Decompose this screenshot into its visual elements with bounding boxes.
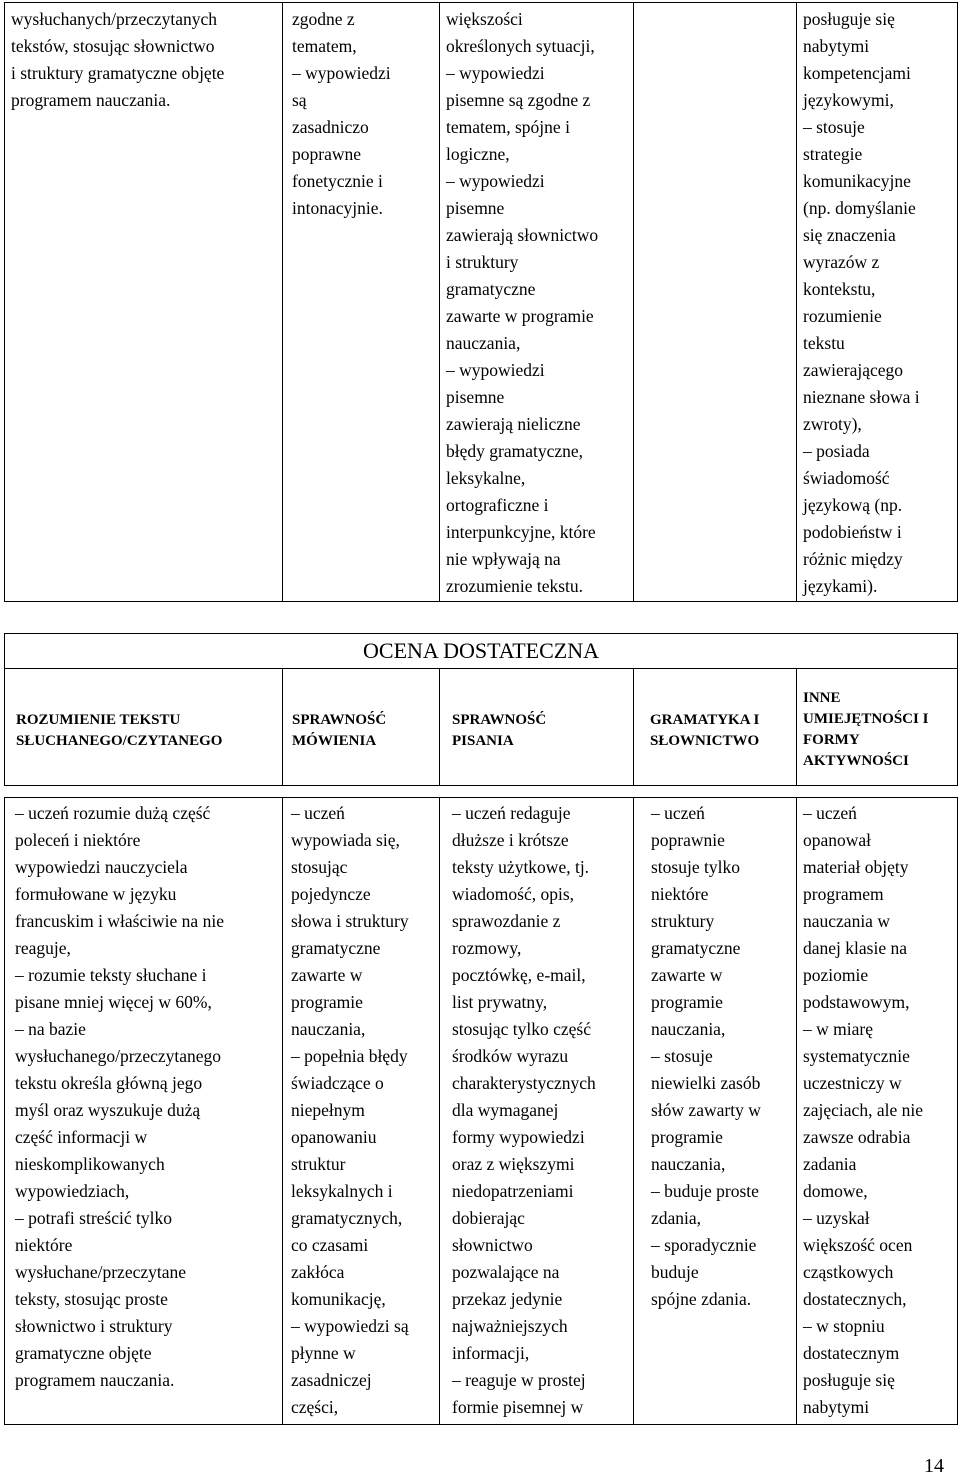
- text-line: programie: [651, 992, 723, 1012]
- text-line: nauczania,: [651, 1019, 726, 1039]
- header-grammar: [650, 710, 759, 752]
- text-line: wysłuchanego/przeczytanego: [15, 1046, 222, 1066]
- text-line: najważniejszych: [452, 1316, 568, 1336]
- text-line: buduje: [651, 1262, 699, 1282]
- top-cell-other: [803, 6, 920, 600]
- text-line: – w miarę: [803, 1019, 873, 1039]
- text-line: zwroty),: [803, 414, 862, 434]
- text-line: słownictwo i struktury: [15, 1316, 173, 1336]
- text-line: poziomie: [803, 965, 869, 985]
- text-line: programem nauczania.: [11, 90, 171, 110]
- text-line: tekstu określa główną jego: [15, 1073, 203, 1093]
- text-line: i struktury: [446, 252, 519, 272]
- text-line: gramatyczne objęte: [15, 1343, 152, 1363]
- text-line: się znaczenia: [803, 225, 896, 245]
- text-line: – uczeń redaguje: [452, 803, 571, 823]
- text-line: kompetencjami: [803, 63, 911, 83]
- text-line: systematycznie: [803, 1046, 910, 1066]
- text-line: pisemne: [446, 198, 505, 218]
- text-line: SŁOWNICTWO: [650, 733, 760, 749]
- text-line: – w stopniu: [803, 1316, 885, 1336]
- text-line: cząstkowych: [803, 1262, 894, 1282]
- text-line: niektóre: [15, 1235, 73, 1255]
- text-line: pisemne: [446, 387, 505, 407]
- text-line: zawsze odrabia: [803, 1127, 911, 1147]
- text-line: pocztówkę, e-mail,: [452, 965, 586, 985]
- text-line: nauczania,: [291, 1019, 366, 1039]
- text-line: posługuje się: [803, 9, 895, 29]
- text-line: wyrazów z: [803, 252, 880, 272]
- text-line: poprawnie: [651, 830, 725, 850]
- text-line: pojedyncze: [291, 884, 371, 904]
- text-line: zawierającego: [803, 360, 904, 380]
- header-col-speaking: [282, 668, 439, 785]
- text-line: nieznane słowa i: [803, 387, 920, 407]
- text-line: fonetycznie i: [292, 171, 383, 191]
- text-line: uczestniczy w: [803, 1073, 902, 1093]
- text-line: tekstu: [803, 333, 845, 353]
- text-line: słów zawarty w: [651, 1100, 761, 1120]
- grade-title: OCENA DOSTATECZNA: [4, 633, 958, 669]
- text-line: podobieństw i: [803, 522, 902, 542]
- text-line: wysłuchanych/przeczytanych: [11, 9, 218, 29]
- header-other: [803, 688, 928, 772]
- text-line: językowymi,: [803, 90, 894, 110]
- text-line: zasadniczo: [292, 117, 369, 137]
- text-line: poprawne: [292, 144, 362, 164]
- text-line: i struktury gramatyczne objęte: [11, 63, 225, 83]
- text-line: MÓWIENIA: [292, 733, 377, 749]
- text-line: FORMY: [803, 732, 860, 748]
- text-line: rozmowy,: [452, 938, 522, 958]
- text-line: francuskim i właściwie na nie: [15, 911, 224, 931]
- text-line: programie: [651, 1127, 723, 1147]
- text-line: domowe,: [803, 1181, 868, 1201]
- text-line: świadomość: [803, 468, 890, 488]
- text-line: gramatycznych,: [291, 1208, 403, 1228]
- text-line: nauczania,: [651, 1154, 726, 1174]
- text-line: większości: [446, 9, 523, 29]
- text-line: zawarte w: [291, 965, 363, 985]
- body-col-other: [796, 798, 959, 1424]
- text-line: opanował: [803, 830, 872, 850]
- text-line: teksty użytkowe, tj.: [452, 857, 590, 877]
- text-line: teksty, stosując proste: [15, 1289, 168, 1309]
- text-line: zawarte w programie: [446, 306, 594, 326]
- text-line: rozumienie: [803, 306, 882, 326]
- text-line: nauczania w: [803, 911, 890, 931]
- header-col-grammar: [633, 668, 796, 785]
- text-line: struktur: [291, 1154, 346, 1174]
- top-col-other: [796, 3, 959, 601]
- header-comprehension: [16, 710, 222, 752]
- text-line: ROZUMIENIE TEKSTU: [16, 712, 181, 728]
- header-writing: [452, 710, 546, 752]
- text-line: PISANIA: [452, 733, 514, 749]
- text-line: są: [292, 90, 307, 110]
- text-line: niewielki zasób: [651, 1073, 761, 1093]
- body-cell-grammar: [651, 800, 761, 1313]
- text-line: – buduje proste: [651, 1181, 759, 1201]
- text-line: – reaguje w prostej: [452, 1370, 586, 1390]
- text-line: – uczeń rozumie dużą część: [15, 803, 211, 823]
- text-line: wypowiada się,: [291, 830, 400, 850]
- text-line: określonych sytuacji,: [446, 36, 595, 56]
- text-line: większość ocen: [803, 1235, 913, 1255]
- text-line: list prywatny,: [452, 992, 548, 1012]
- body-cell-writing: [452, 800, 596, 1421]
- text-line: programem: [803, 884, 884, 904]
- text-line: zdania,: [651, 1208, 702, 1228]
- text-line: zrozumienie tekstu.: [446, 576, 584, 596]
- text-line: charakterystycznych: [452, 1073, 596, 1093]
- text-line: płynne w: [291, 1343, 356, 1363]
- body-col-writing: [439, 798, 633, 1424]
- body-col-grammar: [633, 798, 796, 1424]
- text-line: część informacji w: [15, 1127, 148, 1147]
- top-col-grammar: [633, 3, 796, 601]
- text-line: komunikacyjne: [803, 171, 911, 191]
- text-line: – wypowiedzi: [446, 360, 545, 380]
- top-cell-comprehension: [11, 6, 224, 114]
- text-line: – wypowiedzi: [446, 63, 545, 83]
- text-line: – popełnia błędy: [291, 1046, 408, 1066]
- text-line: świadczące o: [291, 1073, 384, 1093]
- text-line: zakłóca: [291, 1262, 345, 1282]
- body-cell-other: [803, 800, 923, 1421]
- text-line: – wypowiedzi są: [291, 1316, 409, 1336]
- text-line: programem nauczania.: [15, 1370, 175, 1390]
- text-line: stosując: [291, 857, 348, 877]
- text-line: INNE: [803, 690, 841, 706]
- text-line: formy wypowiedzi: [452, 1127, 585, 1147]
- text-line: struktury: [651, 911, 715, 931]
- page-number: 14: [924, 1455, 944, 1477]
- text-line: dla wymaganej: [452, 1100, 559, 1120]
- top-cell-speaking: [292, 6, 391, 222]
- text-line: logiczne,: [446, 144, 510, 164]
- text-line: wypowiedzi nauczyciela: [15, 857, 188, 877]
- text-line: GRAMATYKA I: [650, 712, 760, 728]
- text-line: formułowane w języku: [15, 884, 177, 904]
- text-line: co czasami: [291, 1235, 369, 1255]
- text-line: myśl oraz wyszukuje dużą: [15, 1100, 201, 1120]
- text-line: – na bazie: [15, 1019, 86, 1039]
- text-line: niektóre: [651, 884, 709, 904]
- content-row: [4, 797, 958, 1425]
- text-line: zadania: [803, 1154, 857, 1174]
- text-line: – potrafi streścić tylko: [15, 1208, 172, 1228]
- header-col-comprehension: [5, 668, 282, 785]
- text-line: strategie: [803, 144, 863, 164]
- text-line: przekaz jedynie: [452, 1289, 563, 1309]
- text-line: językami).: [803, 576, 878, 596]
- text-line: zasadniczej: [291, 1370, 372, 1390]
- text-line: komunikację,: [291, 1289, 386, 1309]
- text-line: tematem,: [292, 36, 357, 56]
- body-col-speaking: [282, 798, 439, 1424]
- text-line: – uzyskał: [803, 1208, 870, 1228]
- text-line: stosuje tylko: [651, 857, 740, 877]
- text-line: pisemne są zgodne z: [446, 90, 591, 110]
- text-line: tematem, spójne i: [446, 117, 570, 137]
- text-line: posługuje się: [803, 1370, 895, 1390]
- text-line: leksykalnych i: [291, 1181, 393, 1201]
- text-line: nieskomplikowanych: [15, 1154, 165, 1174]
- text-line: części,: [291, 1397, 339, 1417]
- text-line: poleceń i niektóre: [15, 830, 141, 850]
- text-line: interpunkcyjne, które: [446, 522, 596, 542]
- text-line: nabytymi: [803, 36, 870, 56]
- text-line: słownictwo: [452, 1235, 533, 1255]
- body-cell-comprehension: [15, 800, 224, 1394]
- text-line: leksykalne,: [446, 468, 526, 488]
- body-cell-speaking: [291, 800, 409, 1421]
- text-line: materiał objęty: [803, 857, 909, 877]
- text-line: formie pisemnej w: [452, 1397, 584, 1417]
- text-line: informacji,: [452, 1343, 530, 1363]
- text-line: – rozumie teksty słuchane i: [15, 965, 207, 985]
- text-line: opanowaniu: [291, 1127, 377, 1147]
- text-line: pozwalające na: [452, 1262, 560, 1282]
- header-col-other: [796, 668, 959, 785]
- text-line: dostatecznym: [803, 1343, 900, 1363]
- text-line: pisane mniej więcej w 60%,: [15, 992, 212, 1012]
- text-line: różnic między: [803, 549, 903, 569]
- top-cell-writing: [446, 6, 598, 600]
- text-line: spójne zdania.: [651, 1289, 752, 1309]
- text-line: sprawozdanie z: [452, 911, 561, 931]
- text-line: niepełnym: [291, 1100, 365, 1120]
- text-line: stosując tylko część: [452, 1019, 591, 1039]
- text-line: – uczeń: [803, 803, 857, 823]
- text-line: błędy gramatyczne,: [446, 441, 584, 461]
- text-line: oraz z większymi: [452, 1154, 575, 1174]
- text-line: nabytymi: [803, 1397, 870, 1417]
- text-line: nie wpływają na: [446, 549, 561, 569]
- text-line: danej klasie na: [803, 938, 907, 958]
- text-line: wypowiedziach,: [15, 1181, 130, 1201]
- text-line: programie: [291, 992, 363, 1012]
- text-line: reaguje,: [15, 938, 71, 958]
- body-col-comprehension: [5, 798, 282, 1424]
- text-line: – uczeń: [291, 803, 345, 823]
- text-line: dostatecznych,: [803, 1289, 907, 1309]
- text-line: (np. domyślanie: [803, 198, 916, 218]
- text-line: intonacyjnie.: [292, 198, 383, 218]
- text-line: słowa i struktury: [291, 911, 409, 931]
- text-line: – posiada: [803, 441, 870, 461]
- text-line: zawierają słownictwo: [446, 225, 599, 245]
- text-line: wiadomość, opis,: [452, 884, 575, 904]
- text-line: tekstów, stosując słownictwo: [11, 36, 215, 56]
- text-line: dłuższe i krótsze: [452, 830, 569, 850]
- header-speaking: [292, 710, 386, 752]
- top-col-comprehension: [5, 3, 282, 601]
- text-line: – stosuje: [651, 1046, 713, 1066]
- text-line: gramatyczne: [651, 938, 741, 958]
- text-line: zajęciach, ale nie: [803, 1100, 923, 1120]
- text-line: SPRAWNOŚĆ: [452, 712, 547, 728]
- text-line: wysłuchane/przeczytane: [15, 1262, 187, 1282]
- text-line: podstawowym,: [803, 992, 910, 1012]
- text-line: kontekstu,: [803, 279, 876, 299]
- header-row: [4, 668, 958, 786]
- text-line: dobierając: [452, 1208, 525, 1228]
- text-line: zawierają nieliczne: [446, 414, 581, 434]
- text-line: AKTYWNOŚCI: [803, 753, 909, 769]
- top-table: [4, 2, 958, 602]
- text-line: ortograficzne i: [446, 495, 549, 515]
- text-line: nauczania,: [446, 333, 521, 353]
- header-col-writing: [439, 668, 633, 785]
- text-line: gramatyczne: [446, 279, 536, 299]
- text-line: językową (np.: [803, 495, 903, 515]
- top-col-writing: [439, 3, 633, 601]
- text-line: SPRAWNOŚĆ: [292, 712, 387, 728]
- text-line: gramatyczne: [291, 938, 381, 958]
- text-line: UMIEJĘTNOŚCI I: [803, 711, 929, 727]
- text-line: zawarte w: [651, 965, 723, 985]
- text-line: zgodne z: [292, 9, 355, 29]
- text-line: – stosuje: [803, 117, 865, 137]
- text-line: niedopatrzeniami: [452, 1181, 574, 1201]
- text-line: – uczeń: [651, 803, 705, 823]
- top-col-speaking: [282, 3, 439, 601]
- text-line: SŁUCHANEGO/CZYTANEGO: [16, 733, 223, 749]
- text-line: – sporadycznie: [651, 1235, 757, 1255]
- text-line: – wypowiedzi: [446, 171, 545, 191]
- text-line: środków wyrazu: [452, 1046, 569, 1066]
- text-line: – wypowiedzi: [292, 63, 391, 83]
